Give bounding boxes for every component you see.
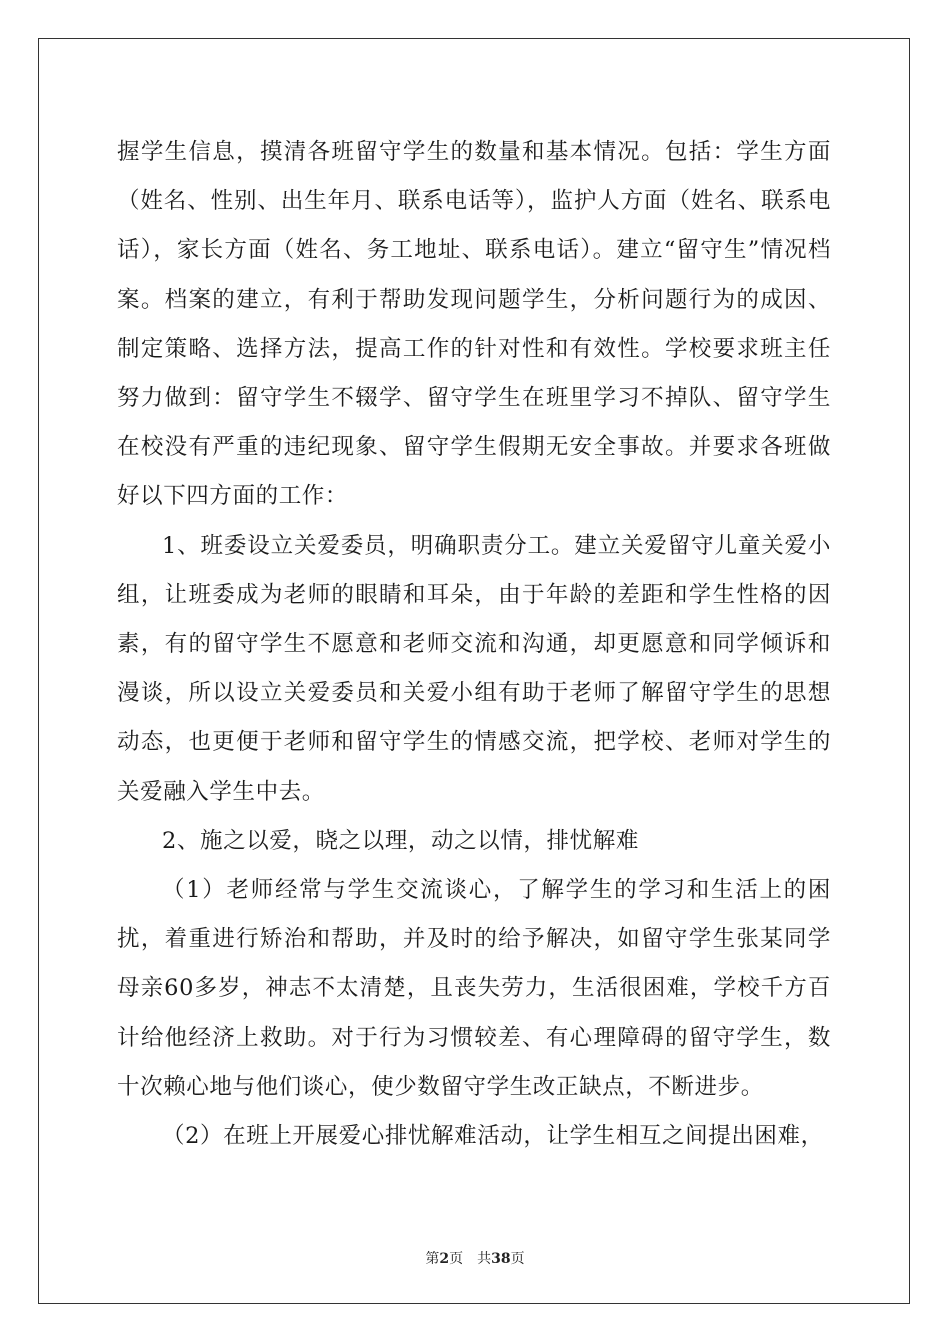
paragraph-intro: 握学生信息，摸清各班留守学生的数量和基本情况。包括：学生方面（姓名、性别、出生年月、联系电话等），监护人方面（姓名、联系电话），家长方面（姓名、务工地址、联系电话）。建立“留守生”情况档案。档案的建立，有利于帮助发现问题学生，分析问题行为的成因、制定策略、选择方法，提高工作的针对性和有效性。学校要求班主任努力做到：留守学生不辍学、留守学生在班里学习不掉队、留守学生在校没有严重的违纪现象、留守学生假期无安全事故。并要求各班做好以下四方面的工作： (117, 139, 831, 510)
paragraph-subitem-2: （2）在班上开展爱心排忧解难活动，让学生相互之间提出困难， (162, 1123, 824, 1150)
page-suffix: 页 (449, 1251, 464, 1267)
total-prefix: 共 (477, 1251, 492, 1267)
page-prefix: 第 (425, 1251, 440, 1267)
total-pages: 38 (491, 1251, 511, 1267)
document-body (117, 128, 831, 1161)
page-footer (0, 1248, 950, 1268)
paragraph-subitem-1: （1）老师经常与学生交流谈心，了解学生的学习和生活上的困扰，着重进行矫治和帮助，并及时的给予解决，如留守学生张某同学母亲60多岁，神志不太清楚，且丧失劳力，生活很困难，学校千方百计给他经济上救助。对于行为习惯较差、有心理障碍的留守学生，数十次赖心地与他们谈心，使少数留守学生改正缺点，不断进步。 (117, 877, 831, 1100)
paragraph-item-1: 1、班委设立关爱委员，明确职责分工。建立关爱留守儿童关爱小组，让班委成为老师的眼睛和耳朵，由于年龄的差距和学生性格的因素，有的留守学生不愿意和老师交流和沟通，却更愿意和同学倾诉和漫谈，所以设立关爱委员和关爱小组有助于老师了解留守学生的思想动态，也更便于老师和留守学生的情感交流，把学校、老师对学生的关爱融入学生中去。 (117, 532, 831, 805)
paragraph-item-2: 2、施之以爱，晓之以理，动之以情，排忧解难 (162, 827, 639, 854)
page-number: 2 (439, 1251, 450, 1267)
total-suffix: 页 (510, 1251, 525, 1267)
